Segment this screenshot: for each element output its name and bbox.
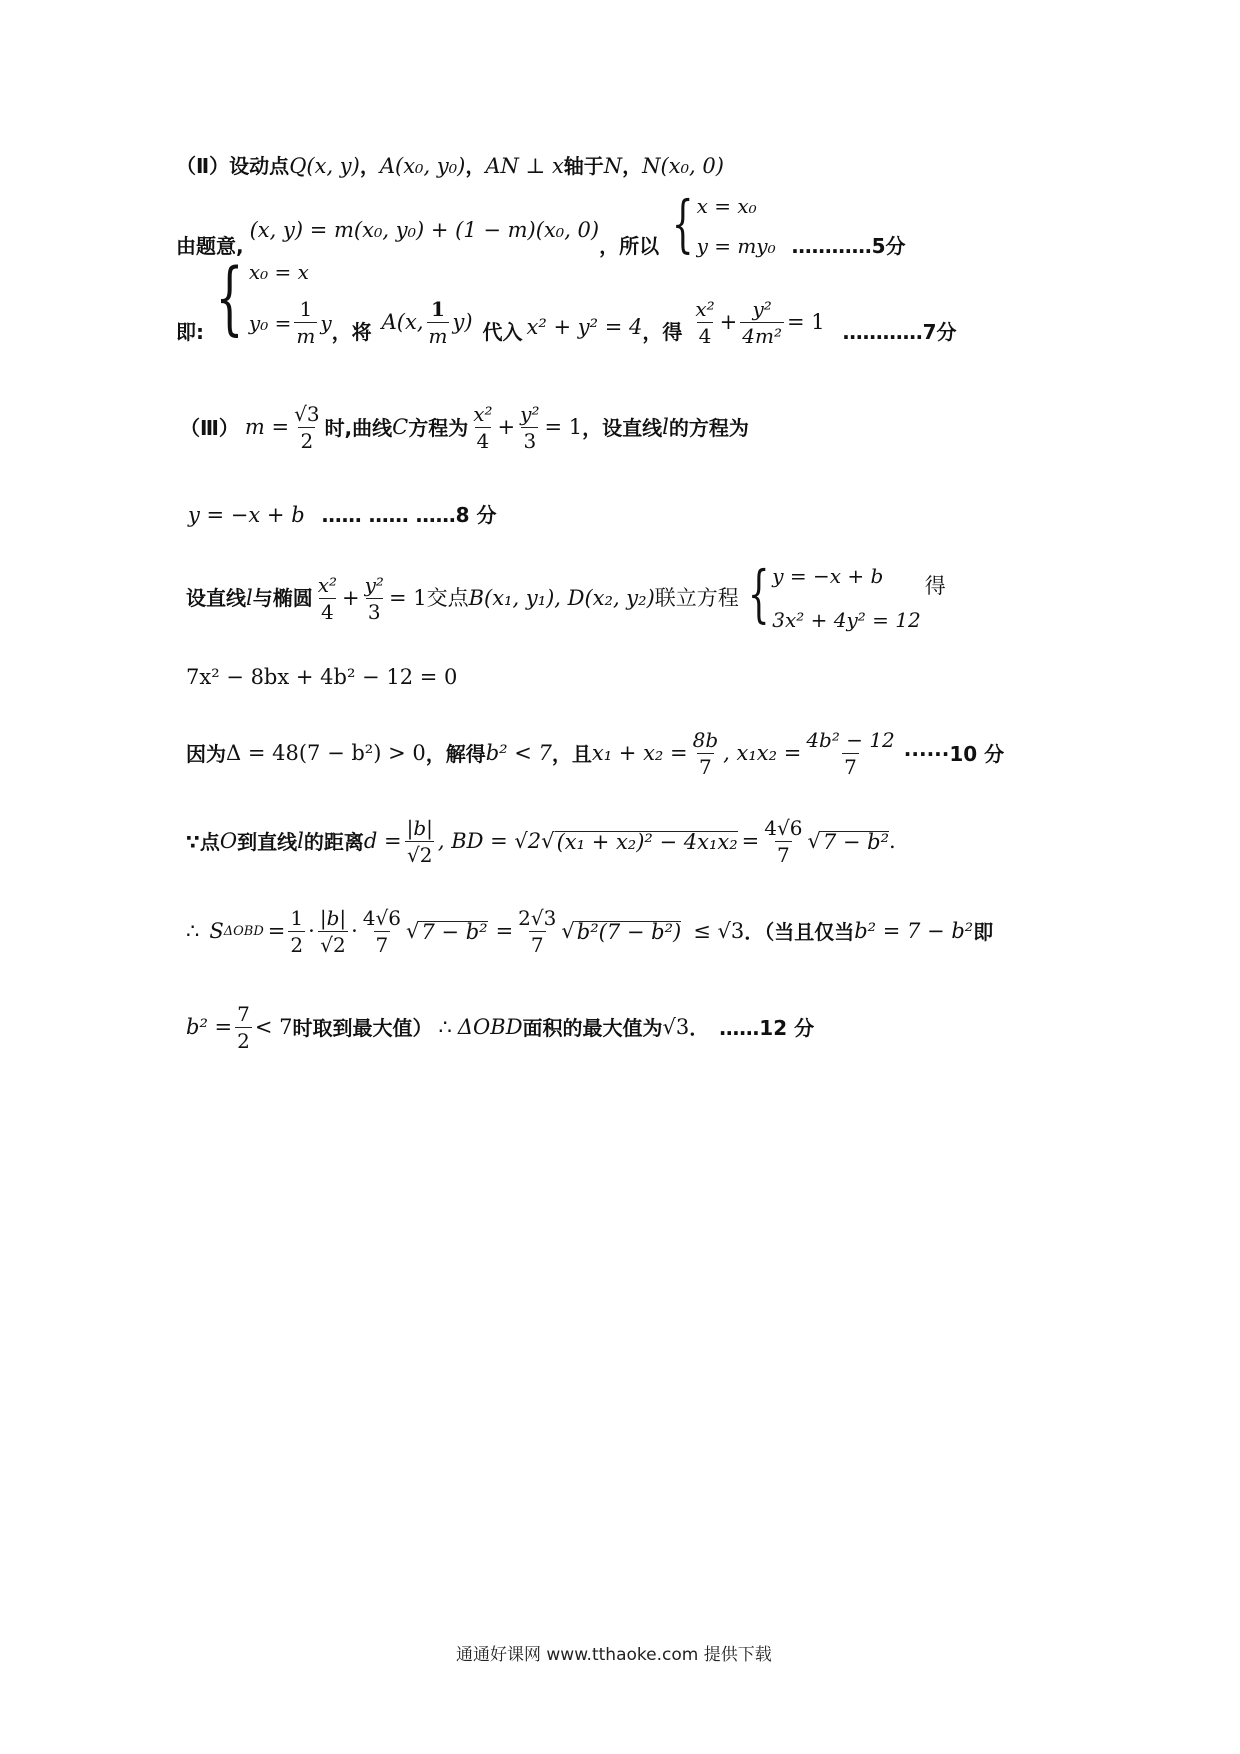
fraction-half [288, 908, 305, 955]
sqrt-radicand: 7 − b² [822, 829, 890, 854]
fraction [316, 572, 339, 624]
system-row: x₀ = x [248, 260, 309, 284]
part2-label: （Ⅱ）设动点 [176, 154, 290, 178]
numerator: 1 [431, 297, 445, 321]
therefore-symbol: ∴ [186, 919, 200, 943]
part2-line1 [176, 156, 724, 178]
denominator: 2 [300, 429, 314, 453]
point-Q: Q(x, y) [289, 154, 360, 178]
numerator: 8b [692, 728, 719, 752]
sqrt-radicand: (x₁ + x₂)² − 4x₁x₂ [556, 829, 738, 854]
numerator: y² [364, 572, 384, 597]
fraction-1-over-m [294, 299, 317, 346]
denominator: √2 [406, 843, 433, 867]
equals: = [741, 829, 760, 853]
A-open: A(x, [381, 310, 424, 334]
numerator: 1 [290, 906, 304, 930]
denominator: 7 [699, 755, 712, 779]
part3-line8 [186, 1004, 814, 1051]
upper-bound: ≤ √3 [693, 919, 745, 943]
text-set-line: 设直线 [186, 586, 246, 610]
line-l: l [297, 829, 304, 853]
numerator: x² [317, 572, 338, 597]
fraction-4sqrt6-over-7 [361, 908, 403, 955]
text-when-curve: 时,曲线 [324, 415, 393, 440]
equals-one: = 1 [544, 415, 583, 439]
point-N: N [603, 154, 623, 178]
line-l: l [246, 585, 253, 610]
equals: = [267, 919, 286, 943]
sqrt-sign: √ [541, 829, 555, 853]
denominator: 2 [290, 933, 304, 957]
text-ie: 即 [973, 919, 994, 944]
text-with-ellipse: 与椭圆 [252, 586, 313, 610]
denominator: 4 [698, 324, 712, 348]
denominator: 7 [844, 755, 857, 779]
denominator: 4 [321, 599, 334, 624]
numerator: x² [473, 402, 493, 426]
system-rows [697, 196, 776, 256]
fraction-4sqrt6-over-7 [762, 818, 804, 865]
text-since-point: ∵点 [186, 829, 220, 854]
text-substitute: ，将 [331, 320, 372, 344]
text-so: ，所以 [599, 234, 660, 258]
brace-glyph: { [671, 187, 694, 260]
system-row: x = x₀ [696, 194, 757, 218]
triangle-OBD: ΔOBD [457, 1015, 523, 1039]
system-row [249, 299, 332, 346]
plus: + [497, 415, 516, 439]
text-set-line: ，设直线 [582, 415, 663, 440]
text-intersect: 交点 [426, 585, 469, 610]
numerator: y² [752, 297, 772, 321]
system-row: 3x² + 4y² = 12 [772, 608, 921, 632]
part3-line1 [180, 404, 749, 451]
equals: = [495, 919, 514, 943]
system-x0y0 [204, 251, 332, 348]
numerator: 1 [299, 297, 313, 321]
denominator: 3 [367, 599, 381, 624]
text-to-line: 到直线 [237, 829, 298, 854]
denominator: m [428, 324, 448, 348]
m-eq: m = [244, 415, 290, 439]
text-plug-in: 代入 [482, 320, 523, 344]
dot: · [308, 919, 315, 943]
system-xy [663, 187, 776, 260]
period: . [889, 829, 896, 853]
d-eq: d = [363, 829, 402, 853]
text-get: 得 [924, 573, 946, 598]
fraction-abs-b-over-sqrt2 [405, 818, 435, 865]
numerator: x² [695, 297, 715, 321]
denominator: √2 [320, 933, 346, 957]
text-ie: 即: [176, 320, 204, 344]
text-max-reached: 时取到最大值） [292, 1015, 433, 1040]
part3-label: （Ⅲ） [180, 415, 239, 440]
score-12: ……12 分 [719, 1015, 815, 1040]
text-because: 因为 [186, 741, 226, 766]
fraction-product [804, 730, 896, 777]
part2-line3 [176, 251, 957, 348]
point-O: O [219, 829, 238, 853]
equals-one: = 1 [388, 585, 427, 610]
fraction-1-over-m [427, 299, 450, 346]
text-get: ，得 [642, 320, 683, 344]
separator: ， [359, 154, 380, 178]
b-condition: b² < 7 [485, 741, 552, 765]
denominator: 4m² [742, 324, 782, 348]
point-A: A(x₀, y₀) [379, 154, 466, 178]
numerator: 4b² − 12 [806, 728, 895, 752]
denominator: 7 [530, 933, 544, 957]
system-rows [249, 262, 332, 346]
fraction [740, 299, 784, 346]
point-N-coord: N(x₀, 0) [642, 154, 724, 178]
fraction-8b-over-7 [691, 730, 721, 777]
part3-line4 [186, 667, 457, 689]
text-axis: 轴于 [563, 154, 604, 178]
area-subscript: ΔOBD [223, 924, 264, 939]
y0-eq: y₀ = [248, 310, 292, 335]
ellipse-equation [690, 299, 824, 346]
brace-glyph: { [215, 251, 244, 344]
part3-line2 [188, 505, 496, 527]
max-area-value: √3 [662, 1015, 690, 1039]
therefore-symbol: ∴ [438, 1015, 452, 1039]
text-and: ，且 [551, 741, 592, 766]
sqrt-sign: √ [807, 829, 821, 853]
system-rows [772, 566, 920, 630]
denominator: 2 [237, 1029, 250, 1053]
part3-line7 [186, 908, 993, 955]
root-product: , x₁x₂ = [723, 741, 802, 765]
fraction-sqrt3-over-2 [292, 404, 321, 451]
part3-line5 [186, 730, 1004, 777]
numerator: |b| [406, 816, 433, 840]
numerator: |b| [319, 906, 347, 930]
footer-source: 通通好课网 www.tthaoke.com 提供下载 [456, 1645, 772, 1665]
curve-C: C [392, 415, 409, 439]
part3-line3 [186, 557, 946, 632]
vector-equation: (x, y) = m(x₀, y₀) + (1 − m)(x₀, 0) [249, 217, 600, 242]
fraction [363, 572, 386, 624]
denominator: 7 [375, 933, 389, 957]
text-equation-of: 的方程为 [668, 415, 749, 440]
separator: ， [465, 154, 486, 178]
equality-equation: b² = 7 − b² [854, 919, 974, 943]
sqrt-sign: √ [561, 919, 575, 943]
text-equality-condition: ．（当且仅当 [744, 919, 855, 944]
plus: + [342, 585, 360, 610]
separator: ， [622, 154, 643, 178]
var-y: y [320, 310, 332, 335]
fraction [518, 404, 541, 451]
denominator: 4 [476, 429, 490, 453]
root-sum: x₁ + x₂ = [591, 741, 688, 765]
numerator: 7 [237, 1002, 250, 1026]
line-l: l [662, 415, 669, 439]
dot: · [351, 919, 358, 943]
fraction-abs-b-over-sqrt2 [318, 908, 348, 955]
score-5: …………5分 [791, 234, 906, 258]
BD-eq: , BD = √2 [437, 829, 542, 853]
b-squared-eq: b² = [186, 1015, 233, 1039]
numerator: √3 [294, 402, 320, 426]
score-10: ······10 分 [903, 741, 1005, 766]
score-8: …… …… ……8 分 [321, 503, 497, 527]
line-equation: y = −x + b [188, 503, 305, 527]
text-by-problem: 由题意, [176, 234, 244, 258]
fraction-2sqrt3-over-7 [516, 908, 558, 955]
numerator: y² [520, 402, 540, 426]
fraction-7-over-2 [235, 1004, 252, 1051]
denominator: 7 [777, 843, 790, 867]
system-line-ellipse [739, 557, 921, 632]
plus: + [719, 310, 738, 334]
numerator: 4√6 [362, 906, 401, 930]
numerator: 4√6 [764, 816, 803, 840]
quadratic-equation: 7x² − 8bx + 4b² − 12 = 0 [186, 665, 458, 689]
denominator: 3 [523, 429, 537, 453]
denominator: m [296, 324, 316, 348]
text-max-area: 面积的最大值为 [522, 1015, 663, 1040]
circle-equation: x² + y² = 4 [526, 315, 643, 339]
text-distance: 的距离 [303, 829, 364, 854]
period: ． [689, 1015, 710, 1040]
score-7: …………7分 [842, 320, 957, 344]
sqrt-sign: √ [406, 919, 420, 943]
text-equation-is: 方程为 [408, 415, 469, 440]
AN-perp: AN ⊥ x [485, 154, 564, 178]
area-S: S [209, 919, 224, 943]
brace-glyph: { [747, 557, 770, 630]
discriminant: Δ = 48(7 − b²) > 0 [226, 741, 426, 765]
less-than-7: < 7 [254, 1015, 293, 1039]
numerator: 2√3 [518, 906, 557, 930]
text-simultaneous: 联立方程 [654, 585, 739, 610]
A-close: y) [452, 310, 473, 334]
sqrt-radicand: b²(7 − b²) [576, 919, 682, 944]
part2-line2 [176, 187, 906, 260]
system-row: y = −x + b [772, 564, 884, 588]
sqrt-radicand: 7 − b² [421, 919, 488, 944]
equals-one: = 1 [786, 310, 825, 334]
intersection-points: B(x₁, y₁), D(x₂, y₂) [468, 585, 655, 610]
text-solve: ，解得 [425, 741, 486, 766]
point-A-sub [382, 299, 473, 346]
fraction [471, 404, 494, 451]
system-row: y = my₀ [696, 234, 776, 258]
fraction [693, 299, 716, 346]
part3-line6 [186, 818, 896, 865]
